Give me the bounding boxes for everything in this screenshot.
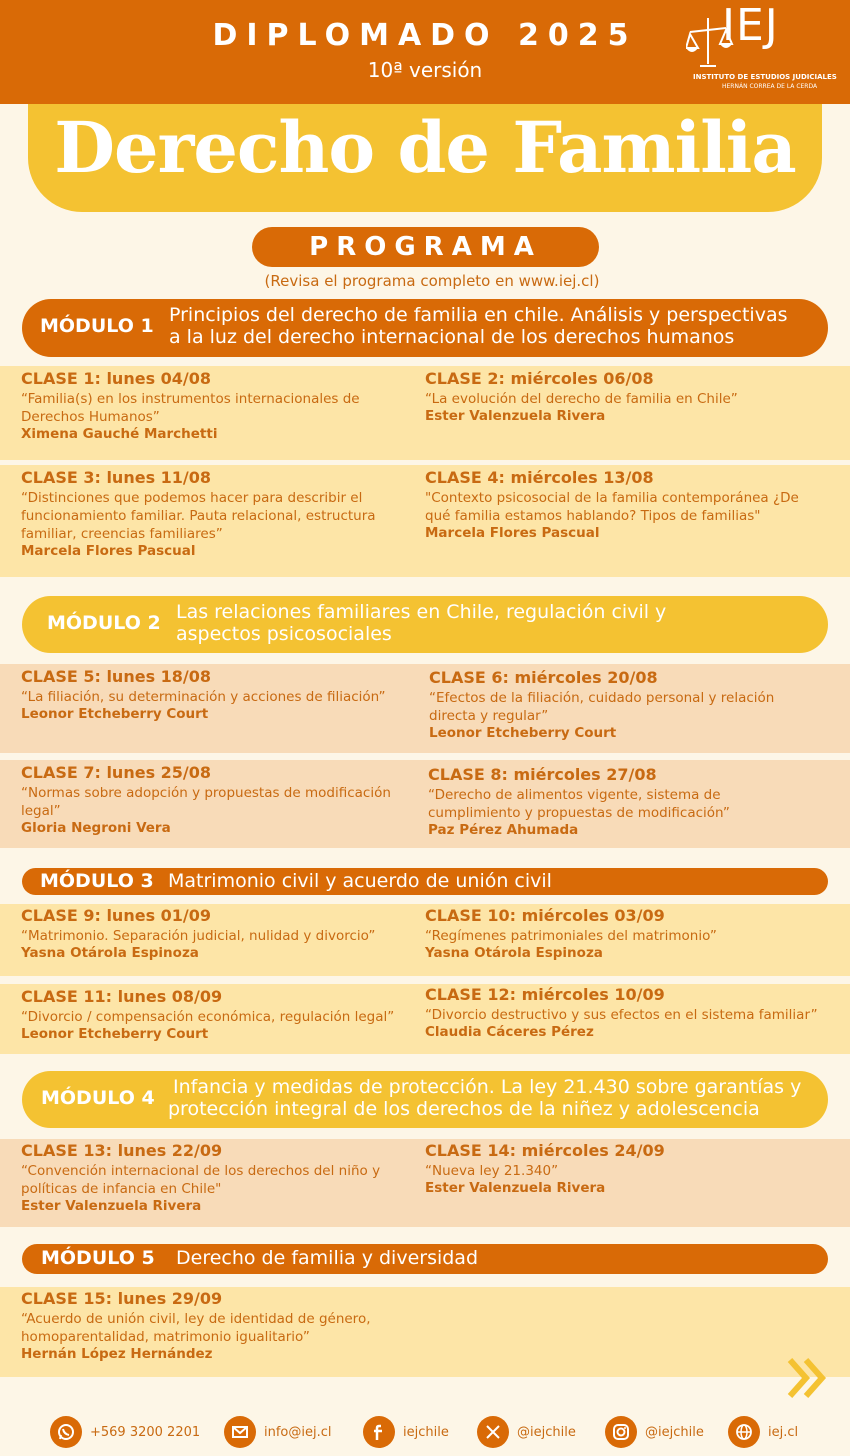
class-desc: “La filiación, su determinación y acciones de filiación” bbox=[21, 689, 386, 705]
class-row bbox=[0, 1287, 850, 1377]
class-7 bbox=[21, 763, 411, 836]
class-title: CLASE 13: lunes 22/09 bbox=[21, 1141, 223, 1160]
footer-email[interactable] bbox=[224, 1416, 332, 1448]
module-label: MÓDULO 4 bbox=[41, 1087, 155, 1109]
class-title: CLASE 7: lunes 25/08 bbox=[21, 763, 212, 782]
class-10 bbox=[425, 906, 825, 961]
diplomado-title: DIPLOMADO 2025 bbox=[212, 18, 638, 53]
class-title: CLASE 12: miércoles 10/09 bbox=[425, 985, 665, 1004]
email-text: info@iej.cl bbox=[264, 1424, 332, 1440]
module-label: MÓDULO 5 bbox=[41, 1247, 155, 1269]
class-9 bbox=[21, 906, 416, 961]
footer-instagram[interactable] bbox=[605, 1416, 704, 1448]
footer-web[interactable] bbox=[728, 1416, 798, 1448]
class-row bbox=[0, 664, 850, 753]
class-4 bbox=[425, 468, 825, 541]
class-11 bbox=[21, 987, 421, 1042]
module-desc-line2: protección integral de los derechos de la niñez y adolescencia bbox=[168, 1098, 760, 1120]
class-desc: “Divorcio destructivo y sus efectos en el sistema familiar” bbox=[425, 1007, 818, 1023]
class-title: CLASE 8: miércoles 27/08 bbox=[428, 765, 657, 784]
module-desc-line1: Matrimonio civil y acuerdo de unión civil bbox=[168, 870, 552, 892]
mail-icon bbox=[224, 1416, 256, 1448]
class-professor: Marcela Flores Pascual bbox=[21, 543, 196, 559]
class-8 bbox=[428, 765, 768, 838]
facebook-text: iejchile bbox=[403, 1424, 449, 1440]
class-professor: Hernán López Hernández bbox=[21, 1346, 213, 1362]
class-desc: “Matrimonio. Separación judicial, nulidad y divorcio” bbox=[21, 928, 376, 944]
edition-subtitle: 10ª versión bbox=[367, 58, 483, 82]
class-title: CLASE 14: miércoles 24/09 bbox=[425, 1141, 665, 1160]
class-desc: “Nueva ley 21.340” bbox=[425, 1163, 559, 1179]
class-professor: Paz Pérez Ahumada bbox=[428, 822, 579, 838]
class-row bbox=[0, 366, 850, 460]
footer-x[interactable] bbox=[477, 1416, 576, 1448]
iej-logo-line2: HERNÁN CORREA DE LA CERDA bbox=[722, 83, 818, 90]
class-2 bbox=[425, 369, 825, 424]
class-title: CLASE 5: lunes 18/08 bbox=[21, 667, 212, 686]
class-professor: Marcela Flores Pascual bbox=[425, 525, 600, 541]
class-desc: "Contexto psicosocial de la familia contemporánea ¿De qué familia estamos hablando? Tipos de familias" bbox=[425, 490, 799, 524]
header-bar bbox=[0, 0, 850, 104]
x-text: @iejchile bbox=[517, 1424, 576, 1440]
double-chevron-right-icon bbox=[786, 1356, 830, 1400]
instagram-text: @iejchile bbox=[645, 1424, 704, 1440]
class-15 bbox=[21, 1289, 406, 1362]
class-professor: Gloria Negroni Vera bbox=[21, 820, 171, 836]
class-1 bbox=[21, 369, 401, 442]
class-desc: “Distinciones que podemos hacer para describir el funcionamiento familiar. Pauta relacional, estructura familiar, creencias familiares” bbox=[21, 490, 376, 542]
web-text: iej.cl bbox=[768, 1424, 799, 1440]
class-12 bbox=[425, 985, 835, 1040]
class-desc: “La evolución del derecho de familia en Chile” bbox=[425, 391, 738, 407]
footer-phone[interactable] bbox=[50, 1416, 200, 1448]
class-5 bbox=[21, 667, 411, 722]
class-14 bbox=[425, 1141, 825, 1196]
course-title: Derecho de Familia bbox=[54, 106, 796, 189]
class-desc: “Efectos de la filiación, cuidado personal y relación directa y regular” bbox=[429, 690, 775, 724]
class-row bbox=[0, 904, 850, 976]
class-row bbox=[0, 1139, 850, 1227]
module-desc-line1: Principios del derecho de familia en chile. Análisis y perspectivas bbox=[169, 304, 788, 326]
module-4-header bbox=[22, 1071, 828, 1128]
class-desc: “Derecho de alimentos vigente, sistema de cumplimiento y propuestas de modificación” bbox=[428, 787, 730, 821]
iej-logo-text: IEJ bbox=[722, 0, 779, 51]
class-title: CLASE 3: lunes 11/08 bbox=[21, 468, 212, 487]
module-1-header bbox=[22, 299, 828, 357]
title-banner bbox=[28, 104, 822, 212]
class-row bbox=[0, 984, 850, 1054]
phone-text: +569 3200 2201 bbox=[90, 1424, 201, 1440]
class-professor: Claudia Cáceres Pérez bbox=[425, 1024, 594, 1040]
class-title: CLASE 10: miércoles 03/09 bbox=[425, 906, 665, 925]
module-desc-line2: aspectos psicosociales bbox=[176, 623, 392, 645]
facebook-icon bbox=[363, 1416, 395, 1448]
class-row bbox=[0, 760, 850, 848]
class-title: CLASE 6: miércoles 20/08 bbox=[429, 668, 658, 687]
footer-facebook[interactable] bbox=[363, 1416, 449, 1448]
class-professor: Ester Valenzuela Rivera bbox=[425, 1180, 606, 1196]
class-title: CLASE 9: lunes 01/09 bbox=[21, 906, 212, 925]
class-desc: “Acuerdo de unión civil, ley de identidad de género, homoparentalidad, matrimonio igualitario” bbox=[21, 1311, 371, 1345]
module-3-header bbox=[22, 868, 828, 895]
class-title: CLASE 2: miércoles 06/08 bbox=[425, 369, 654, 388]
class-6 bbox=[429, 668, 809, 741]
class-title: CLASE 11: lunes 08/09 bbox=[21, 987, 223, 1006]
class-title: CLASE 15: lunes 29/09 bbox=[21, 1289, 223, 1308]
class-professor: Ester Valenzuela Rivera bbox=[21, 1198, 202, 1214]
instagram-icon bbox=[605, 1416, 637, 1448]
module-desc-line1: Infancia y medidas de protección. La ley 21.430 sobre garantías y bbox=[173, 1076, 802, 1098]
class-desc: “Normas sobre adopción y propuestas de modificación legal” bbox=[21, 785, 391, 819]
iej-logo-line1: INSTITUTO DE ESTUDIOS JUDICIALES bbox=[693, 73, 837, 81]
class-desc: “Divorcio / compensación económica, regulación legal” bbox=[21, 1009, 395, 1025]
class-professor: Yasna Otárola Espinoza bbox=[425, 945, 603, 961]
class-desc: “Convención internacional de los derechos del niño y políticas de infancia en Chile" bbox=[21, 1163, 381, 1197]
class-professor: Leonor Etcheberry Court bbox=[429, 725, 617, 741]
class-row bbox=[0, 465, 850, 577]
class-professor: Ester Valenzuela Rivera bbox=[425, 408, 606, 424]
x-icon bbox=[477, 1416, 509, 1448]
class-title: CLASE 4: miércoles 13/08 bbox=[425, 468, 654, 487]
class-3 bbox=[21, 468, 406, 559]
class-professor: Leonor Etcheberry Court bbox=[21, 706, 209, 722]
module-label: MÓDULO 2 bbox=[47, 612, 161, 634]
class-desc: “Regímenes patrimoniales del matrimonio” bbox=[425, 928, 717, 944]
module-desc-line1: Derecho de familia y diversidad bbox=[176, 1247, 479, 1269]
programa-note: (Revisa el programa completo en www.iej.cl) bbox=[264, 272, 600, 290]
globe-icon bbox=[728, 1416, 760, 1448]
class-desc: “Familia(s) en los instrumentos internacionales de Derechos Humanos” bbox=[21, 391, 360, 425]
contact-footer bbox=[0, 1410, 850, 1456]
class-title: CLASE 1: lunes 04/08 bbox=[21, 369, 212, 388]
class-professor: Yasna Otárola Espinoza bbox=[21, 945, 199, 961]
class-13 bbox=[21, 1141, 406, 1214]
module-desc-line1: Las relaciones familiares en Chile, regulación civil y bbox=[176, 601, 667, 623]
class-professor: Leonor Etcheberry Court bbox=[21, 1026, 209, 1042]
module-label: MÓDULO 1 bbox=[40, 315, 154, 337]
module-label: MÓDULO 3 bbox=[40, 870, 154, 892]
module-2-header bbox=[22, 596, 828, 653]
programa-label: PROGRAMA bbox=[252, 227, 599, 267]
class-professor: Ximena Gauché Marchetti bbox=[21, 426, 218, 442]
module-desc-line2: a la luz del derecho internacional de los derechos humanos bbox=[169, 326, 735, 348]
whatsapp-icon bbox=[50, 1416, 82, 1448]
module-5-header bbox=[22, 1244, 828, 1274]
